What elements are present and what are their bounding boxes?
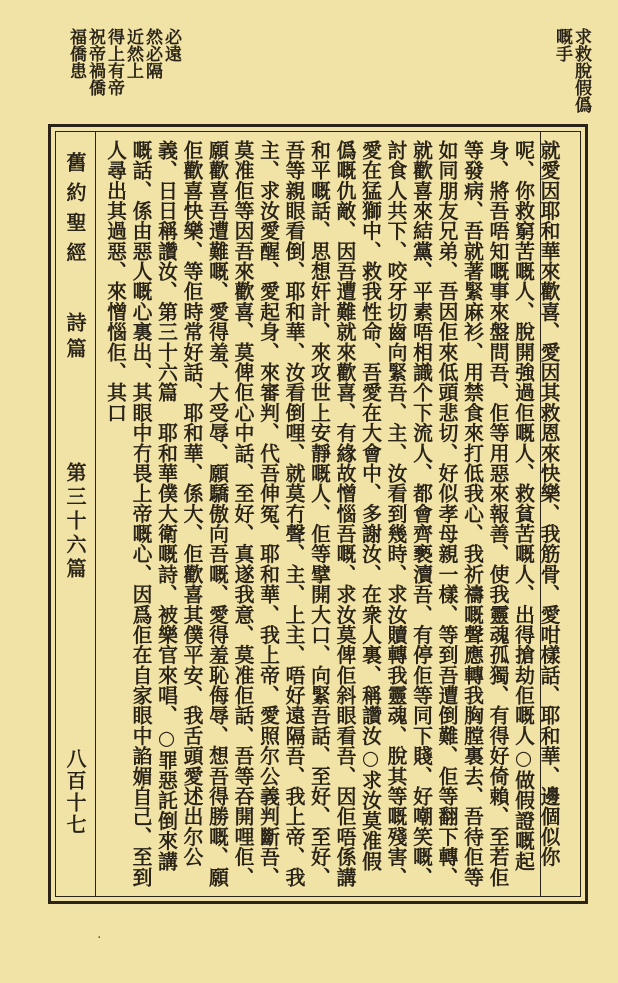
section-label: 詩篇 xyxy=(63,312,87,364)
page-speck: · xyxy=(97,930,102,946)
left-margin-column xyxy=(56,132,96,896)
book-title: 舊約聖經 xyxy=(63,152,87,272)
page-frame xyxy=(48,124,588,904)
chapter-label: 第三十六篇 xyxy=(63,462,87,582)
page-frame-inner xyxy=(55,131,581,897)
header-note-left: 必遠 然必隔 近然上 得上有帝 祝帝禍僑 福僑患 xyxy=(66,28,181,96)
page-number: 八百十七 xyxy=(63,748,87,836)
header-note-right: 求救脫假僞 嘅手 xyxy=(552,28,591,113)
body-text-block xyxy=(102,140,561,888)
body-text: 就愛因耶和華來歡喜、愛因其救恩來快樂、我筋骨、愛咁樣話、耶和華、邊個似你呢、你救窮苦嘅人、脫開強過佢嘅人、救貧苦嘅人、出得搶劫佢嘅人○做假證嘅起身、將吾唔知嘅事來盤問吾、佢等用惡來報善、使我靈魂孤獨、有得好倚賴、至若佢等發病、吾就著緊麻衫、用禁食來打低我心、我祈禱嘅聲應轉我胸膛裏去、吾待佢等如同朋友兄弟、吾因佢來低頭悲切、好似孝母親一樣、等到吾遭倒難、佢等翻下轉、就歡喜來結黨、平素唔相識个下流人、都會齊褻瀆吾、有停佢等同下賤、好嘲笑嘅、討食人共下、咬牙切齒向緊吾、主、汝看到幾時、求汝贖轉我靈魂、脫其等嘅殘害、愛在猛獅中、救我性命、吾愛在大會中、多謝汝、在衆人裏、稱讚汝○求汝莫准假僞嘅仇敵、因吾遭難就來歡喜、有緣故憎惱吾嘅、求汝莫俾佢斜眼看吾、因佢唔係講和平嘅話、思想奸計、來攻世上安靜嘅人、佢等擘開大口、向緊吾話、至好、至好、吾等親眼看倒、耶和華、汝看倒哩、就莫冇聲、主、上主、唔好遠隔吾、我上帝、我主、求汝愛醒、愛起身、來審判、代吾伸冤、耶和華、我上帝、愛照尔公義判斷吾、莫准佢等因吾來歡喜、莫俾佢心中話、至好、真遂我意、莫准佢話、吾等吞開哩佢、願歡喜吾遭難嘅、愛得羞、大受辱、願驕傲向吾嘅、愛得羞恥侮辱、想吾得勝嘅、願佢歡喜快樂、等佢時常好話、耶和華、係大、佢歡喜其僕平安、我舌頭愛述出尔公義、日日稱讚汝、第三十六篇 耶和華僕大衛嘅詩、被樂官來唱、○罪惡託倒來講嘅話、係由惡人嘅心裏出、其眼中冇畏上帝嘅心、因爲佢在自家眼中諂媚自己、至到人尋出其過惡、來憎惱佢、其口 xyxy=(103,140,561,888)
